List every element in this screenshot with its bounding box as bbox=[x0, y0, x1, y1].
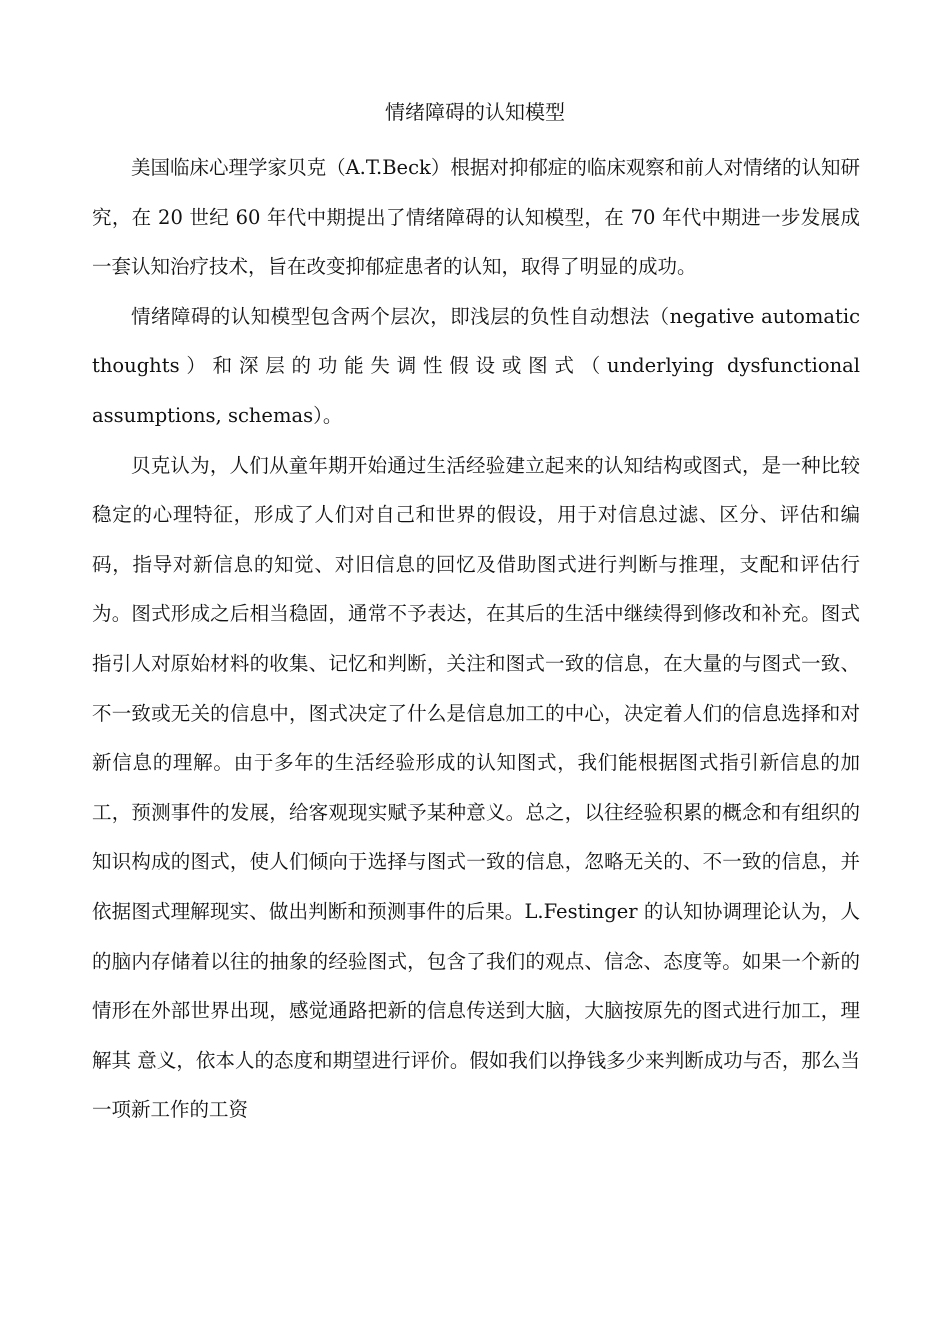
document-body bbox=[92, 143, 860, 1135]
paragraph-schema-theory: 贝克认为，人们从童年期开始通过生活经验建立起来的认知结构或图式，是一种比较稳定的心理特征，形成了人们对自己和世界的假设，用于对信息过滤、区分、评估和编码，指导对新信息的知觉、对旧信息的回忆及借助图式进行判断与推理，支配和评估行为。图式形成之后相当稳固，通常不予表达，在其后的生活中继续得到修改和补充。图式指引人对原始材料的收集、记忆和判断，关注和图式一致的信息，在大量的与图式一致、不一致或无关的信息中，图式决定了什么是信息加工的中心，决定着人们的信息选择和对新信息的理解。由于多年的生活经验形成的认知图式，我们能根据图式指引新信息的加工，预测事件的发展，给客观现实赋予某种意义。总之，以往经验积累的概念和有组织的知识构成的图式，使人们倾向于选择与图式一致的信息，忽略无关的、不一致的信息，并依据图式理解现实、做出判断和预测事件的后果。L.Festinger 的认知协调理论认为，人的脑内存储着以往的抽象的经验图式，包含了我们的观点、信念、态度等。如果一个新的情形在外部世界出现，感觉通路把新的信息传送到大脑，大脑按原先的图式进行加工，理解其 意义，依本人的态度和期望进行评价。假如我们以挣钱多少来判断成功与否，那么当一项新工作的工资 bbox=[92, 453, 860, 1122]
paragraph-beck-intro: 美国临床心理学家贝克（A.T.Beck）根据对抑郁症的临床观察和前人对情绪的认知研究，在 20 世纪 60 年代中期提出了情绪障碍的认知模型，在 70 年代中期进一步发展成一套认知治疗技术，旨在改变抑郁症患者的认知，取得了明显的成功。 bbox=[92, 156, 860, 279]
paragraph-two-levels: 情绪障碍的认知模型包含两个层次，即浅层的负性自动想法（negative automatic thoughts）和深层的功能失调性假设或图式（underlying dysfunctional assumptions, schemas）。 bbox=[92, 304, 860, 427]
document-title: 情绪障碍的认知模型 bbox=[385, 100, 565, 124]
